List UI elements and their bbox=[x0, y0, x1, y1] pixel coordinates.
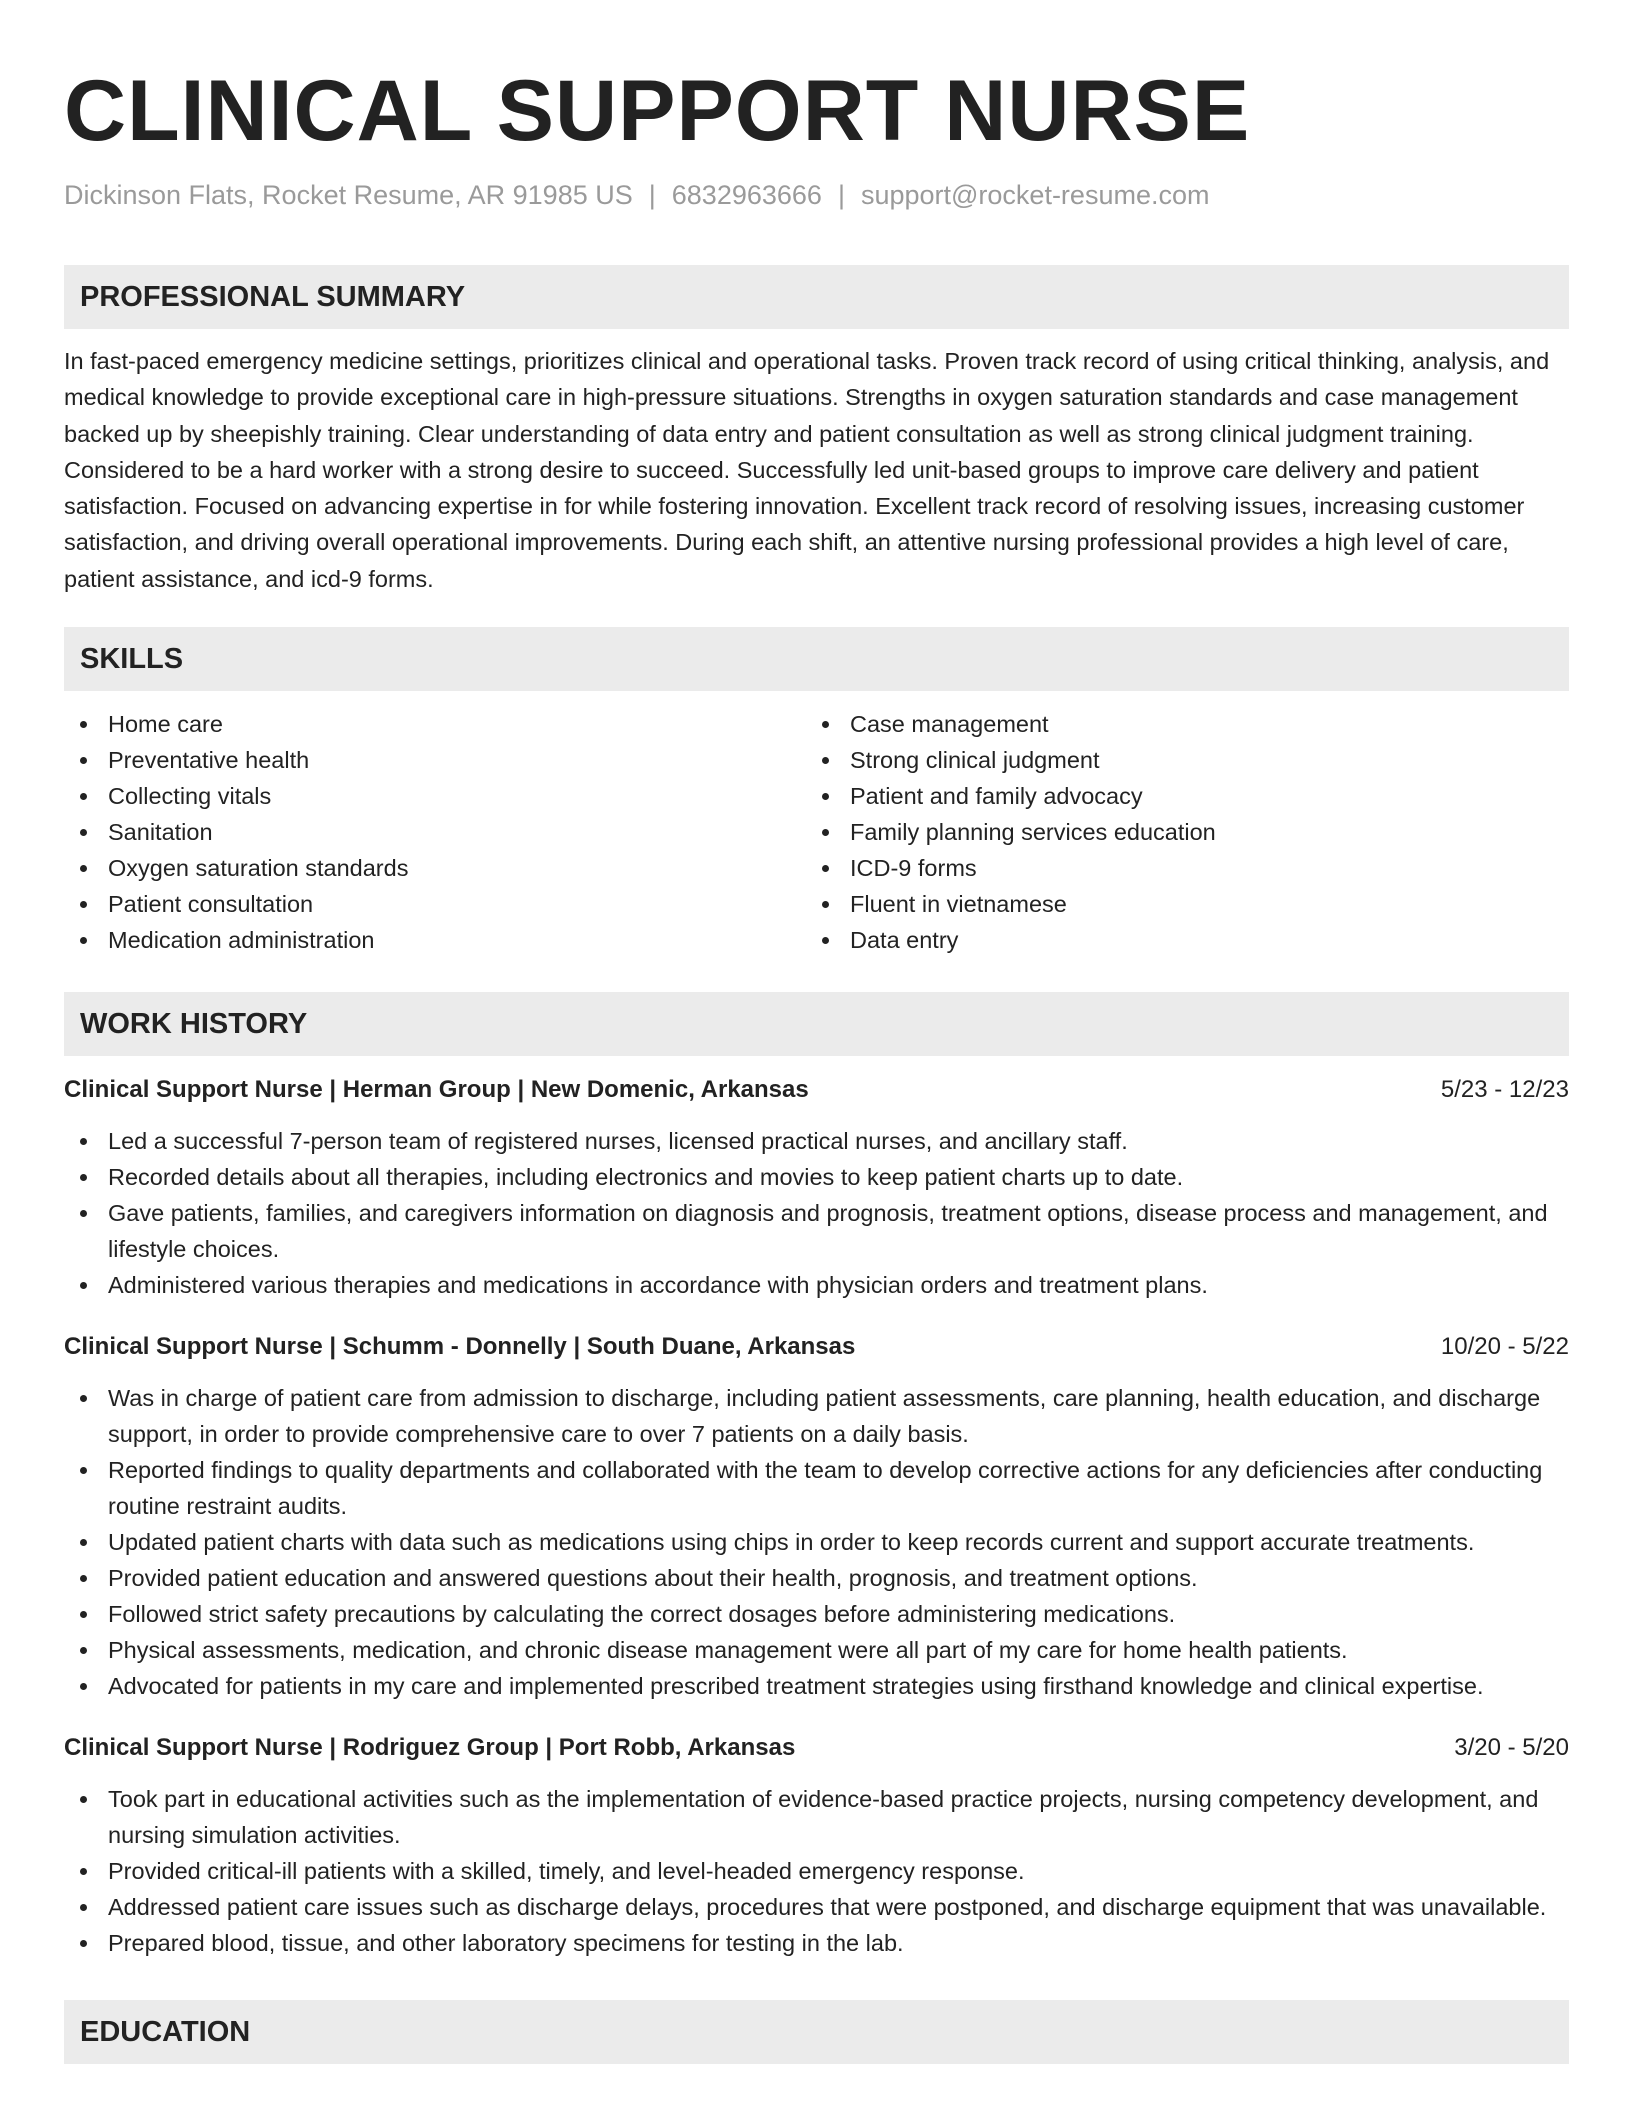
job-bullet: Was in charge of patient care from admission to discharge, including patient assessments, care planning, health education, and discharge support, in order to provide comprehensive care to over 7 patients on a daily basis. bbox=[64, 1380, 1574, 1452]
job-bullets bbox=[64, 1123, 1574, 1303]
job-entry bbox=[64, 1730, 1569, 1961]
skill-item: Sanitation bbox=[64, 814, 806, 850]
skill-item: Collecting vitals bbox=[64, 778, 806, 814]
skill-item: Patient consultation bbox=[64, 886, 806, 922]
skills-list bbox=[64, 706, 1569, 958]
job-bullet: Addressed patient care issues such as discharge delays, procedures that were postponed, and discharge equipment that was unavailable. bbox=[64, 1889, 1574, 1925]
skill-item: ICD-9 forms bbox=[806, 850, 1566, 886]
skill-item: Oxygen saturation standards bbox=[64, 850, 806, 886]
section-header-work-history: WORK HISTORY bbox=[64, 992, 1569, 1056]
section-header-summary: PROFESSIONAL SUMMARY bbox=[64, 265, 1569, 329]
contact-separator: | bbox=[837, 180, 845, 210]
skills-column-left bbox=[64, 706, 806, 958]
job-bullet: Prepared blood, tissue, and other laboratory specimens for testing in the lab. bbox=[64, 1925, 1574, 1961]
job-title: Clinical Support Nurse | Rodriguez Group | Port Robb, Arkansas bbox=[64, 1734, 796, 1762]
contact-email: support@rocket-resume.com bbox=[860, 180, 1210, 210]
job-entry bbox=[64, 1072, 1569, 1303]
skill-item: Case management bbox=[806, 706, 1566, 742]
job-header bbox=[64, 1730, 1569, 1766]
skill-item: Preventative health bbox=[64, 742, 806, 778]
job-bullet: Led a successful 7-person team of registered nurses, licensed practical nurses, and ancillary staff. bbox=[64, 1123, 1574, 1159]
job-header bbox=[64, 1072, 1569, 1108]
skill-item: Home care bbox=[64, 706, 806, 742]
job-entry bbox=[64, 1329, 1569, 1704]
section-header-skills: SKILLS bbox=[64, 627, 1569, 691]
job-bullet: Administered various therapies and medications in accordance with physician orders and treatment plans. bbox=[64, 1267, 1574, 1303]
job-bullet: Gave patients, families, and caregivers information on diagnosis and prognosis, treatment options, disease process and management, and lifestyle choices. bbox=[64, 1195, 1574, 1267]
skill-item: Data entry bbox=[806, 922, 1566, 958]
job-bullet: Took part in educational activities such as the implementation of evidence-based practice projects, nursing competency development, and nursing simulation activities. bbox=[64, 1781, 1574, 1853]
job-bullet: Recorded details about all therapies, including electronics and movies to keep patient charts up to date. bbox=[64, 1159, 1574, 1195]
job-bullet: Reported findings to quality departments and collaborated with the team to develop corrective actions for any deficiencies after conducting routine restraint audits. bbox=[64, 1452, 1574, 1524]
job-bullet: Provided critical-ill patients with a skilled, timely, and level-headed emergency response. bbox=[64, 1853, 1574, 1889]
contact-line bbox=[64, 178, 1569, 212]
skill-item: Patient and family advocacy bbox=[806, 778, 1566, 814]
job-bullets bbox=[64, 1380, 1574, 1704]
job-bullets bbox=[64, 1781, 1574, 1961]
job-header bbox=[64, 1329, 1569, 1365]
skills-column-right bbox=[806, 706, 1566, 958]
skill-item: Family planning services education bbox=[806, 814, 1566, 850]
job-bullet: Physical assessments, medication, and chronic disease management were all part of my care for home health patients. bbox=[64, 1632, 1574, 1668]
job-title: Clinical Support Nurse | Schumm - Donnelly | South Duane, Arkansas bbox=[64, 1333, 856, 1361]
job-bullet: Advocated for patients in my care and implemented prescribed treatment strategies using firsthand knowledge and clinical expertise. bbox=[64, 1668, 1574, 1704]
job-bullet: Provided patient education and answered questions about their health, prognosis, and treatment options. bbox=[64, 1560, 1574, 1596]
skill-item: Strong clinical judgment bbox=[806, 742, 1566, 778]
skill-item: Medication administration bbox=[64, 922, 806, 958]
job-bullet: Followed strict safety precautions by calculating the correct dosages before administering medications. bbox=[64, 1596, 1574, 1632]
job-title: Clinical Support Nurse | Herman Group | New Domenic, Arkansas bbox=[64, 1076, 809, 1104]
summary-text: In fast-paced emergency medicine settings, prioritizes clinical and operational tasks. Proven track record of using critical thinking, analysis, and medical knowledge to provide exceptional care in high-pressure situations. Strengths in oxygen saturation standards and case management backed up by sheepishly training. Clear understanding of data entry and patient consultation as well as strong clinical judgment training. Considered to be a hard worker with a strong desire to succeed. Successfully led unit-based groups to improve care delivery and patient satisfaction. Focused on advancing expertise in for while fostering innovation. Excellent track record of resolving issues, increasing customer satisfaction, and driving overall operational improvements. During each shift, an attentive nursing professional provides a high level of care, patient assistance, and icd-9 forms. bbox=[64, 348, 1550, 592]
skill-item: Fluent in vietnamese bbox=[806, 886, 1566, 922]
contact-phone: 6832963666 bbox=[671, 180, 822, 210]
section-header-education: EDUCATION bbox=[64, 2000, 1569, 2064]
job-dates: 3/20 - 5/20 bbox=[1454, 1734, 1569, 1762]
contact-separator: | bbox=[648, 180, 656, 210]
page-title: CLINICAL SUPPORT NURSE bbox=[64, 63, 1251, 159]
job-dates: 5/23 - 12/23 bbox=[1440, 1076, 1569, 1104]
job-bullet: Updated patient charts with data such as medications using chips in order to keep records current and support accurate treatments. bbox=[64, 1524, 1574, 1560]
contact-address: Dickinson Flats, Rocket Resume, AR 91985 US bbox=[64, 180, 633, 210]
job-dates: 10/20 - 5/22 bbox=[1440, 1333, 1569, 1361]
